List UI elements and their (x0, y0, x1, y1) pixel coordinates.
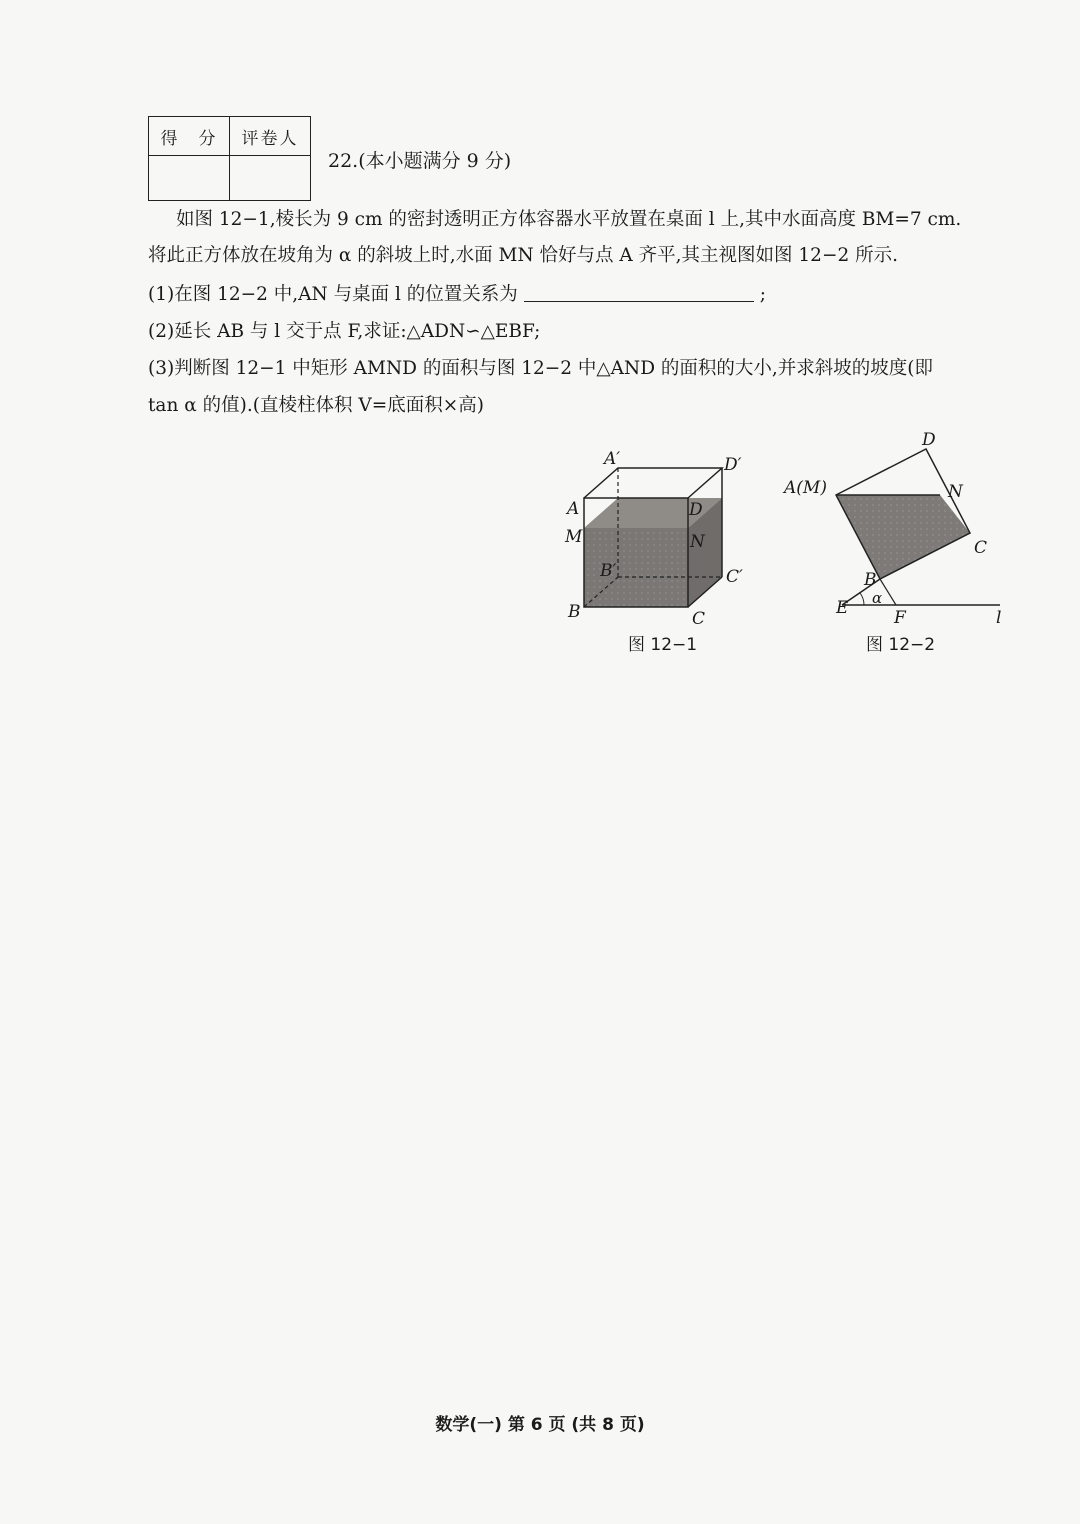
question-title: 22.(本小题满分 9 分) (328, 150, 512, 172)
label-b: B (568, 602, 581, 622)
label-d: D (689, 500, 703, 520)
label-a: A (567, 499, 580, 519)
figure-1-caption: 图 12−1 (628, 635, 698, 655)
label-d-prime: D′ (724, 455, 742, 475)
score-table (148, 116, 311, 201)
part-2: (2)延长 AB 与 l 交于点 F,求证:△ADN∽△EBF; (148, 321, 541, 342)
part-1 (148, 278, 1018, 311)
label-b: B (864, 570, 877, 590)
part-3-line-2: tan α 的值).(直棱柱体积 V=底面积×高) (148, 395, 484, 416)
label-alpha: α (872, 589, 883, 607)
label-a-prime: A′ (604, 449, 621, 469)
part-3-line-1: (3)判断图 12−1 中矩形 AMND 的面积与图 12−2 中△AND 的面积的大小,并求斜坡的坡度(即 (148, 358, 934, 379)
figure-2-caption: 图 12−2 (866, 635, 936, 655)
label-a-m: A(M) (784, 478, 827, 498)
score-cell[interactable] (149, 156, 230, 201)
water-region (836, 495, 970, 579)
label-e: E (836, 598, 849, 618)
grader-label: 评卷人 (230, 117, 311, 156)
answer-blank[interactable] (524, 283, 754, 302)
page-footer: 数学(一) 第 6 页 (共 8 页) (435, 1415, 645, 1435)
slope-figure (780, 425, 1020, 630)
label-c: C (692, 609, 706, 629)
label-m: M (565, 527, 583, 547)
grader-cell[interactable] (230, 156, 311, 201)
intro-line-2: 将此正方体放在坡角为 α 的斜坡上时,水面 MN 恰好与点 A 齐平,其主视图如图 12−2 所示. (148, 245, 898, 266)
score-label: 得 分 (149, 117, 230, 156)
label-l: l (996, 608, 1002, 628)
label-d: D (922, 430, 936, 450)
label-c-prime: C′ (726, 567, 743, 587)
label-n: N (690, 532, 705, 552)
part-1-suffix: ; (759, 284, 767, 305)
label-f: F (894, 608, 906, 628)
intro-line-1: 如图 12−1,棱长为 9 cm 的密封透明正方体容器水平放置在桌面 l 上,其中水面高度 BM=7 cm. (176, 209, 962, 230)
label-b-prime: B′ (600, 561, 617, 581)
label-n: N (948, 482, 963, 502)
cube-figure (556, 440, 786, 640)
part-1-text: (1)在图 12−2 中,AN 与桌面 l 的位置关系为 (148, 284, 518, 305)
label-c: C (974, 538, 988, 558)
